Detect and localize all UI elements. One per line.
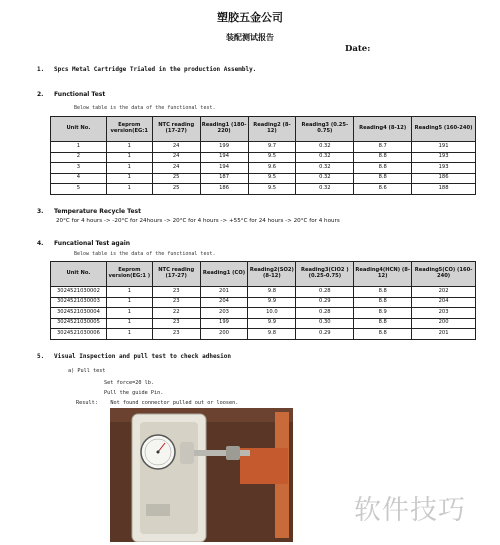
section-number: 2.	[37, 91, 44, 98]
table-cell: 204	[200, 297, 248, 308]
table-cell: 1	[106, 318, 152, 329]
table-cell: 1	[106, 142, 152, 153]
table-row	[51, 287, 476, 298]
table-row	[51, 184, 476, 195]
table-cell: 24	[152, 142, 200, 153]
functional-test-table	[50, 116, 476, 195]
table-cell: 200	[412, 318, 476, 329]
table-cell: 203	[412, 308, 476, 319]
column-header: Reading4(HCN) (8-12)	[354, 262, 412, 287]
section-3-heading	[37, 208, 141, 215]
section-number: 4.	[37, 240, 44, 247]
table-cell: 191	[412, 142, 476, 153]
table-header-row	[51, 117, 476, 142]
table-cell: 8.8	[354, 173, 412, 184]
table-cell: 0.30	[296, 318, 354, 329]
table-cell: 8.7	[354, 142, 412, 153]
table-cell: 199	[200, 142, 248, 153]
pull-test-result	[76, 400, 238, 406]
section-number: 3.	[37, 208, 44, 215]
table-cell: 9.8	[248, 287, 296, 298]
table-cell: 0.32	[296, 142, 354, 153]
column-header: Reading3(ClO2 ) (0.25-0.75)	[296, 262, 354, 287]
table-cell: 1	[106, 163, 152, 174]
report-title: 装配测试报告	[226, 32, 274, 42]
table-cell: 194	[200, 152, 248, 163]
column-header: Reading1 (CO)	[200, 262, 248, 287]
table-cell: 193	[412, 163, 476, 174]
table-cell: 186	[200, 184, 248, 195]
section-number: 5.	[37, 353, 45, 360]
pull-test-force: Set force=20 lb.	[104, 380, 154, 386]
section-1-heading	[37, 66, 256, 73]
table-cell: 23	[152, 297, 200, 308]
column-header: Unit No.	[51, 262, 107, 287]
table-cell: 9.8	[248, 329, 296, 340]
table-cell: 204	[412, 297, 476, 308]
table-cell: 23	[152, 287, 200, 298]
table-cell: 9.5	[248, 184, 296, 195]
table-cell: 9.9	[248, 297, 296, 308]
table-cell: 199	[200, 318, 248, 329]
table-cell: 8.8	[354, 287, 412, 298]
column-header: Reading1 (180-220)	[200, 117, 248, 142]
table-cell: 194	[200, 163, 248, 174]
table-cell: 0.28	[296, 308, 354, 319]
table-row	[51, 142, 476, 153]
table-cell: 9.6	[248, 163, 296, 174]
table-cell: 23	[152, 318, 200, 329]
table-cell: 0.28	[296, 287, 354, 298]
section-title: Temperature Recycle Test	[54, 208, 141, 215]
section-title: Functional Test	[54, 91, 106, 98]
table-cell: 203	[200, 308, 248, 319]
table-header-row	[51, 262, 476, 287]
pull-test-step: Pull the guide Pin.	[104, 390, 164, 396]
table-cell: 8.9	[354, 308, 412, 319]
table-cell: 186	[412, 173, 476, 184]
column-header: Eeprom version(EG:1 )	[106, 262, 152, 287]
table-row	[51, 297, 476, 308]
table-cell: 9.5	[248, 173, 296, 184]
section-2-heading	[37, 91, 105, 98]
section-4-heading	[37, 240, 130, 247]
table-cell: 188	[412, 184, 476, 195]
section-title: Spcs Metal Cartridge Trialed in the production Assembly.	[54, 66, 257, 73]
table-cell: 3024521030002	[51, 287, 107, 298]
section-number: 1.	[37, 66, 45, 73]
table-cell: 1	[106, 287, 152, 298]
table-cell: 187	[200, 173, 248, 184]
column-header: Unit No.	[51, 117, 107, 142]
section-title: Funcational Test again	[54, 240, 131, 247]
table-cell: 2	[51, 152, 107, 163]
table-cell: 200	[200, 329, 248, 340]
table-cell: 8.8	[354, 318, 412, 329]
table-cell: 0.32	[296, 184, 354, 195]
table-cell: 0.32	[296, 152, 354, 163]
table-cell: 1	[106, 308, 152, 319]
table-cell: 24	[152, 152, 200, 163]
column-header: NTC reading (17-27)	[152, 117, 200, 142]
table-cell: 1	[51, 142, 107, 153]
table-cell: 8.8	[354, 297, 412, 308]
table-cell: 24	[152, 163, 200, 174]
functional-test-again-note: Below table is the data of the functional test.	[74, 251, 216, 257]
column-header: Reading3 (0.25-0.75)	[296, 117, 354, 142]
functional-test-again-table	[50, 261, 476, 340]
temperature-cycle-text: 20°C for 4 hours -> -20°C for 24hours -> 20°C for 4 hours -> +55°C for 24 hours -> 20°C for 4 hours	[56, 218, 340, 224]
table-row	[51, 163, 476, 174]
column-header: Eeprom version(EG:1	[106, 117, 152, 142]
table-cell: 3024521030006	[51, 329, 107, 340]
table-cell: 0.29	[296, 329, 354, 340]
date-label: Date:	[345, 44, 371, 54]
functional-test-note: Below table is the data of the functional test.	[74, 105, 216, 111]
table-cell: 3024521030003	[51, 297, 107, 308]
table-cell: 8.8	[354, 329, 412, 340]
table-cell: 0.32	[296, 163, 354, 174]
table-cell: 23	[152, 329, 200, 340]
table-cell: 3	[51, 163, 107, 174]
table-cell: 202	[412, 287, 476, 298]
table-row	[51, 308, 476, 319]
pull-test-photo	[110, 408, 293, 542]
table-cell: 3024521030005	[51, 318, 107, 329]
table-cell: 8.8	[354, 152, 412, 163]
table-cell: 8.8	[354, 163, 412, 174]
table-cell: 25	[152, 184, 200, 195]
table-cell: 1	[106, 329, 152, 340]
table-cell: 25	[152, 173, 200, 184]
table-cell: 9.5	[248, 152, 296, 163]
table-cell: 22	[152, 308, 200, 319]
column-header: Reading2(SO2) (8-12)	[248, 262, 296, 287]
table-cell: 201	[412, 329, 476, 340]
column-header: NTC reading (17-27)	[152, 262, 200, 287]
pull-test-label: a) Pull test	[68, 368, 106, 374]
table-cell: 193	[412, 152, 476, 163]
table-cell: 1	[106, 152, 152, 163]
table-cell: 201	[200, 287, 248, 298]
table-cell: 8.6	[354, 184, 412, 195]
result-text: Not found connector pulled out or loosen.	[110, 400, 239, 406]
table-cell: 3024521030004	[51, 308, 107, 319]
table-cell: 5	[51, 184, 107, 195]
section-5-heading	[37, 353, 231, 360]
table-cell: 1	[106, 297, 152, 308]
watermark: 软件技巧	[354, 495, 466, 526]
table-cell: 1	[106, 173, 152, 184]
pull-gauge-illustration	[110, 408, 293, 542]
table-row	[51, 318, 476, 329]
column-header: Reading5 (160-240)	[412, 117, 476, 142]
table-row	[51, 152, 476, 163]
result-label: Result:	[76, 400, 98, 406]
table-cell: 4	[51, 173, 107, 184]
table-cell: 9.9	[248, 318, 296, 329]
table-cell: 1	[106, 184, 152, 195]
column-header: Reading4 (8-12)	[354, 117, 412, 142]
table-cell: 0.32	[296, 173, 354, 184]
section-title: Visual Inspection and pull test to check adhesion	[54, 353, 232, 360]
table-cell: 10.0	[248, 308, 296, 319]
table-cell: 0.29	[296, 297, 354, 308]
table-cell: 9.7	[248, 142, 296, 153]
table-row	[51, 173, 476, 184]
company-title: 塑胶五金公司	[217, 11, 283, 24]
column-header: Reading5(CO) (160-240)	[412, 262, 476, 287]
column-header: Reading2 (8-12)	[248, 117, 296, 142]
table-row	[51, 329, 476, 340]
